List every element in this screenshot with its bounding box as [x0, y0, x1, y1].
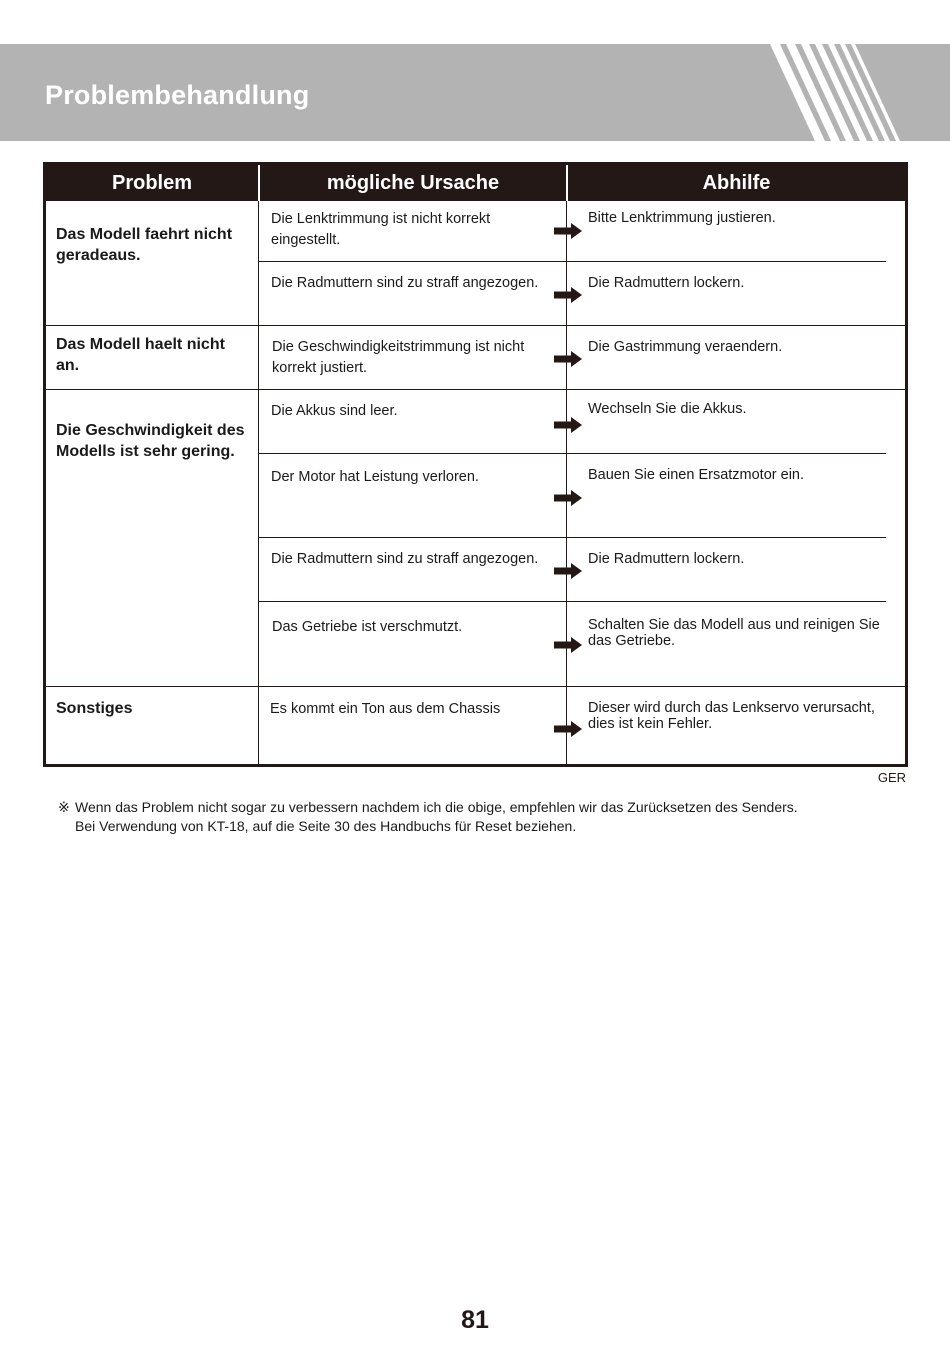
right-arrow-icon	[554, 351, 582, 367]
cause-text: Es kommt ein Ton aus dem Chassis	[270, 701, 501, 717]
cause-text: Der Motor hat Leistung verloren.	[271, 469, 479, 485]
remedy-text: Wechseln Sie die Akkus.	[588, 401, 747, 417]
header-remedy: Abhilfe	[702, 172, 771, 194]
remedy-text: Bauen Sie einen Ersatzmotor ein.	[588, 467, 805, 483]
cause-text: Die Geschwindigkeitstrimmung ist nicht korrekt justiert.	[272, 339, 525, 376]
page-title: Problembehandlung	[45, 80, 310, 110]
footnote-line: Wenn das Problem nicht sogar zu verbessern nachdem ich die obige, empfehlen wir das Zurücksetzen des Senders.	[75, 799, 798, 815]
footnote	[58, 798, 798, 836]
right-arrow-icon	[554, 490, 582, 506]
cause-text: Die Radmuttern sind zu straff angezogen.	[271, 275, 539, 291]
row-divider	[258, 453, 886, 454]
right-arrow-icon	[554, 721, 582, 737]
remedy-text: Die Radmuttern lockern.	[588, 551, 745, 567]
cause-text: Die Radmuttern sind zu straff angezogen.	[271, 551, 539, 567]
page-number: 81	[461, 1306, 489, 1334]
right-arrow-icon	[554, 637, 582, 653]
cause-text: Die Akkus sind leer.	[271, 403, 398, 419]
remedy-text: Die Gastrimmung veraendern.	[588, 339, 783, 355]
cause-text: Die Lenktrimmung ist nicht korrekt eingestellt.	[271, 211, 491, 248]
remedy-text: Bitte Lenktrimmung justieren.	[588, 210, 776, 226]
header-problem: Problem	[111, 172, 193, 194]
table-header-row	[46, 165, 905, 201]
remedy-text: Dieser wird durch das Lenkservo verursacht, dies ist kein Fehler.	[588, 700, 875, 732]
column-divider	[566, 201, 567, 764]
reference-mark: ※	[58, 799, 70, 815]
problem-label: Das Modell haelt nicht an.	[56, 336, 225, 374]
problem-label: Das Modell faehrt nicht geradeaus.	[56, 226, 233, 264]
remedy-text: Die Radmuttern lockern.	[588, 275, 745, 291]
right-arrow-icon	[554, 223, 582, 239]
group-divider	[46, 686, 905, 687]
right-arrow-icon	[554, 287, 582, 303]
cause-text: Das Getriebe ist verschmutzt.	[272, 619, 463, 635]
column-divider	[258, 201, 259, 764]
right-arrow-icon	[554, 417, 582, 433]
row-divider	[258, 261, 886, 262]
header-stripes-decoration	[770, 44, 910, 141]
footnote-line: Bei Verwendung von KT-18, auf die Seite 30 des Handbuchs für Reset beziehen.	[75, 818, 577, 834]
header-cause: mögliche Ursache	[326, 172, 500, 194]
group-divider	[46, 389, 905, 390]
group-divider	[46, 325, 905, 326]
troubleshooting-table	[43, 162, 908, 767]
problem-label: Sonstiges	[56, 700, 133, 717]
row-divider	[258, 601, 886, 602]
language-tag: GER	[877, 770, 906, 785]
problem-label: Die Geschwindigkeit des Modells ist sehr gering.	[56, 422, 245, 460]
right-arrow-icon	[554, 563, 582, 579]
row-divider	[258, 537, 886, 538]
remedy-text: Schalten Sie das Modell aus und reinigen Sie das Getriebe.	[588, 617, 880, 649]
